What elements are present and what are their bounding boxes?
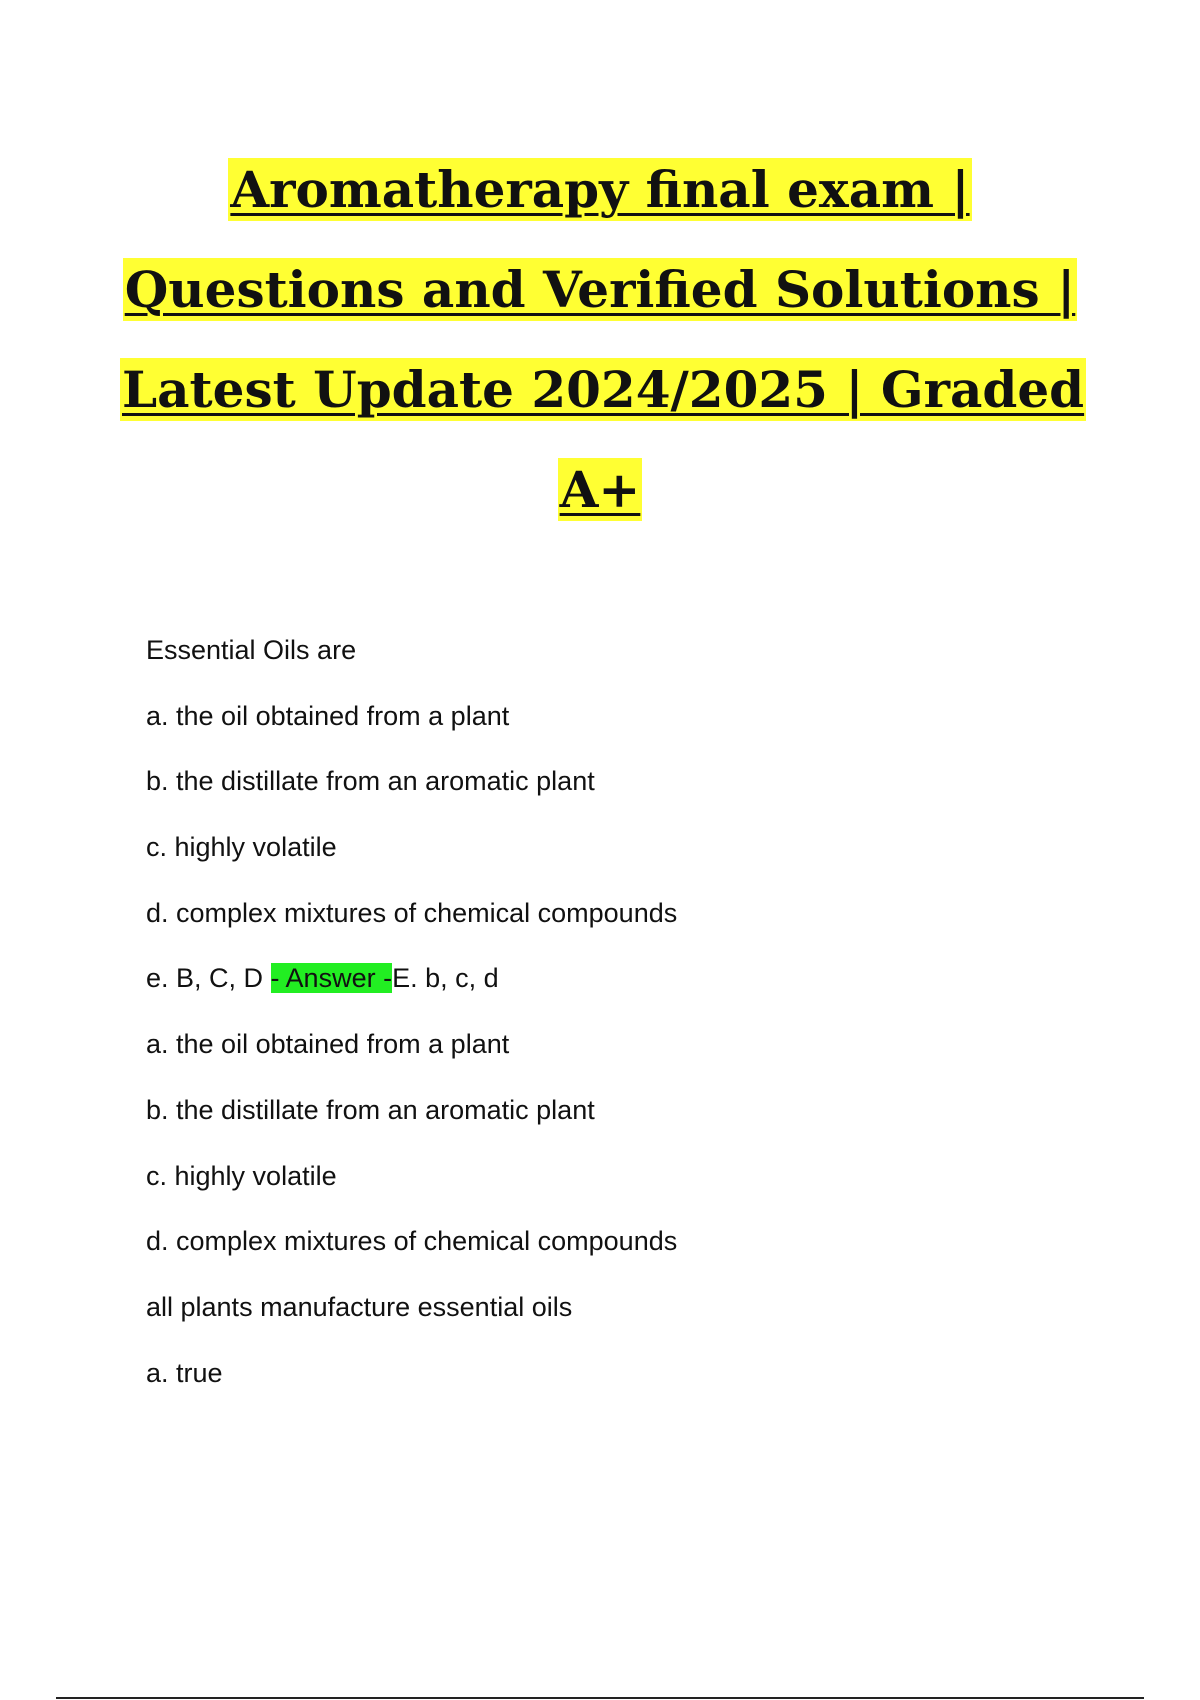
option-b: b. the distillate from an aromatic plant <box>146 766 595 797</box>
option-e: e. B, C, D <box>146 963 264 994</box>
option-a-2: a. true <box>146 1357 223 1388</box>
answer-text: E. b, c, d <box>392 963 499 994</box>
answer-option-b: b. the distillate from an aromatic plant <box>146 1094 595 1125</box>
option-a: a. the oil obtained from a plant <box>146 700 510 731</box>
title-line-4: A+ <box>559 460 641 519</box>
document-title <box>120 140 1085 540</box>
title-line-1: Aromatherapy final exam | <box>230 160 970 219</box>
answer-option-a: a. the oil obtained from a plant <box>146 1029 510 1060</box>
question-text-2: all plants manufacture essential oils <box>146 1291 573 1322</box>
option-d: d. complex mixtures of chemical compounds <box>146 897 678 928</box>
option-c: c. highly volatile <box>146 832 337 863</box>
answer-label: - Answer - <box>270 963 393 994</box>
question-body <box>146 630 1046 1418</box>
answer-option-c: c. highly volatile <box>146 1160 337 1191</box>
question-text: Essential Oils are <box>146 635 357 665</box>
footer-rule <box>56 1697 1144 1699</box>
answer-option-d: d. complex mixtures of chemical compounds <box>146 1226 678 1257</box>
title-line-3: Latest Update 2024/2025 | Graded <box>122 360 1085 419</box>
title-line-2: Questions and Verified Solutions | <box>124 260 1076 319</box>
option-e-with-answer <box>146 958 1046 1024</box>
